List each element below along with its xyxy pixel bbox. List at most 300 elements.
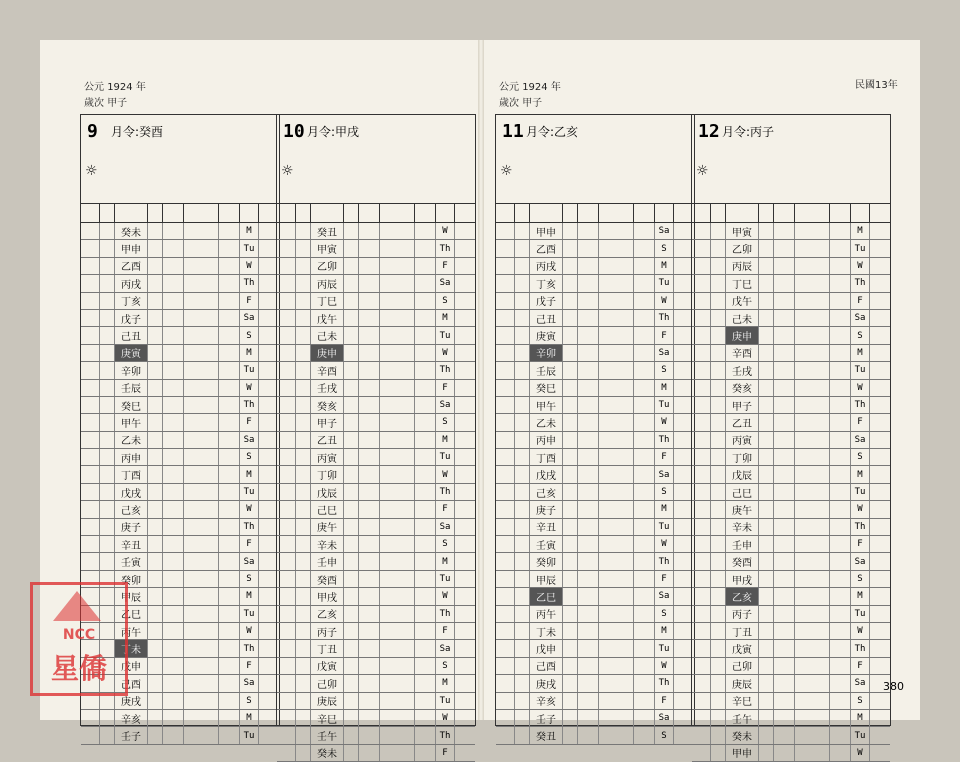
ganzhi-cell: 辛酉: [311, 362, 344, 378]
nine-star-cell: [344, 327, 359, 343]
moon-icon: [415, 397, 436, 413]
trigram-cell: [359, 223, 380, 239]
month-order: 月令:甲戌: [307, 125, 360, 139]
table-row: [277, 258, 475, 275]
lunar-day-cell: [100, 258, 115, 274]
ganzhi-cell: 丙申: [530, 432, 563, 448]
lunar-day-cell: [515, 501, 530, 517]
moon-icon: [219, 484, 240, 500]
mansion-cell: [380, 571, 415, 587]
mansion-cell: [795, 466, 830, 482]
moon-icon: [634, 658, 655, 674]
weekday-cell: S: [851, 571, 870, 587]
mansion-cell: [599, 693, 634, 709]
column-header-cell: [277, 204, 296, 222]
table-row: [277, 240, 475, 257]
nine-star-cell: [344, 310, 359, 326]
lunar-day-cell: [711, 240, 726, 256]
note-cell: [870, 449, 890, 465]
weekday-cell: Th: [240, 397, 259, 413]
weekday-cell: Th: [851, 275, 870, 291]
table-row: [496, 345, 694, 362]
note-cell: [870, 727, 890, 743]
mansion-cell: [599, 501, 634, 517]
weekday-cell: Th: [436, 727, 455, 743]
note-cell: [455, 310, 475, 326]
weekday-cell: M: [240, 223, 259, 239]
note-cell: [455, 293, 475, 309]
trigram-cell: [359, 327, 380, 343]
note-cell: [870, 501, 890, 517]
ganzhi-cell: 壬寅: [530, 536, 563, 552]
mansion-cell: [795, 275, 830, 291]
note-cell: [455, 588, 475, 604]
weekday-cell: Tu: [436, 327, 455, 343]
ganzhi-cell: 丙寅: [726, 432, 759, 448]
greg-date-cell: [692, 484, 711, 500]
mansion-cell: [380, 327, 415, 343]
note-cell: [455, 710, 475, 726]
note-cell: [870, 258, 890, 274]
weekday-cell: Th: [436, 606, 455, 622]
weekday-cell: W: [851, 501, 870, 517]
table-row: [277, 640, 475, 657]
mansion-cell: [380, 362, 415, 378]
mansion-cell: [599, 484, 634, 500]
weekday-cell: S: [655, 727, 674, 743]
trigram-cell: [163, 449, 184, 465]
weekday-cell: S: [436, 293, 455, 309]
table-row: [277, 432, 475, 449]
lunar-day-cell: [296, 258, 311, 274]
lunar-day-cell: [711, 258, 726, 274]
nine-star-cell: [563, 345, 578, 361]
trigram-cell: [774, 553, 795, 569]
column-header-cell: [599, 204, 634, 222]
greg-date-cell: [496, 623, 515, 639]
ganzhi-cell: 己亥: [530, 484, 563, 500]
nine-star-cell: [344, 675, 359, 691]
greg-date-cell: [692, 345, 711, 361]
lunar-day-cell: [711, 345, 726, 361]
moon-icon: [830, 223, 851, 239]
table-row: [277, 501, 475, 518]
column-header-cell: [184, 204, 219, 222]
lunar-day-cell: [296, 606, 311, 622]
trigram-cell: [359, 658, 380, 674]
lunar-day-cell: [100, 293, 115, 309]
lunar-day-cell: [711, 275, 726, 291]
nine-star-cell: [759, 501, 774, 517]
greg-date-cell: [692, 727, 711, 743]
nine-star-cell: [148, 223, 163, 239]
trigram-cell: [578, 258, 599, 274]
weekday-cell: Sa: [436, 640, 455, 656]
moon-icon: [415, 519, 436, 535]
weekday-cell: M: [240, 588, 259, 604]
year-line: 公元 1924 年: [499, 82, 561, 93]
ganzhi-cell: 壬寅: [115, 553, 148, 569]
mansion-cell: [184, 693, 219, 709]
nine-star-cell: [563, 675, 578, 691]
sun-icon: ☼: [696, 163, 709, 179]
weekday-cell: F: [240, 293, 259, 309]
moon-icon: [219, 501, 240, 517]
note-cell: [870, 293, 890, 309]
ganzhi-cell: 癸酉: [726, 553, 759, 569]
month-number: 9: [87, 121, 98, 142]
ganzhi-cell: 癸亥: [726, 380, 759, 396]
table-row: [277, 397, 475, 414]
moon-icon: [830, 397, 851, 413]
ganzhi-cell: 壬戌: [726, 362, 759, 378]
greg-date-cell: [81, 484, 100, 500]
moon-icon: [219, 380, 240, 396]
nine-star-cell: [148, 432, 163, 448]
nine-star-cell: [344, 484, 359, 500]
weekday-cell: Th: [436, 362, 455, 378]
moon-icon: [634, 432, 655, 448]
weekday-cell: Tu: [436, 693, 455, 709]
column-header-cell: [344, 204, 359, 222]
mansion-cell: [380, 484, 415, 500]
lunar-day-cell: [711, 380, 726, 396]
table-row: [692, 484, 890, 501]
triangle-logo-icon: [53, 591, 101, 621]
table-row: [496, 432, 694, 449]
weekday-cell: Tu: [240, 362, 259, 378]
table-row: [81, 501, 279, 518]
table-row: [81, 380, 279, 397]
mansion-cell: [380, 519, 415, 535]
lunar-day-cell: [296, 240, 311, 256]
nine-star-cell: [563, 710, 578, 726]
weekday-cell: Sa: [436, 519, 455, 535]
month-header: [692, 115, 890, 204]
note-cell: [455, 275, 475, 291]
mansion-cell: [184, 310, 219, 326]
ganzhi-cell: 己丑: [530, 310, 563, 326]
trigram-cell: [774, 258, 795, 274]
greg-date-cell: [277, 275, 296, 291]
ganzhi-cell: 甲申: [115, 240, 148, 256]
ganzhi-cell: 壬戌: [311, 380, 344, 396]
table-row: [277, 745, 475, 762]
nine-star-cell: [344, 623, 359, 639]
lunar-day-cell: [100, 553, 115, 569]
trigram-cell: [359, 380, 380, 396]
table-row: [81, 327, 279, 344]
mansion-cell: [599, 380, 634, 396]
table-row: [81, 553, 279, 570]
trigram-cell: [774, 362, 795, 378]
moon-icon: [634, 362, 655, 378]
trigram-cell: [578, 380, 599, 396]
table-row: [496, 501, 694, 518]
mansion-cell: [380, 675, 415, 691]
mansion-cell: [795, 310, 830, 326]
lunar-day-cell: [711, 466, 726, 482]
nine-star-cell: [563, 432, 578, 448]
moon-icon: [219, 536, 240, 552]
greg-date-cell: [277, 588, 296, 604]
weekday-cell: Sa: [240, 310, 259, 326]
ganzhi-cell: 丁卯: [726, 449, 759, 465]
sun-icon: ☼: [85, 163, 98, 179]
moon-icon: [219, 275, 240, 291]
greg-date-cell: [277, 310, 296, 326]
moon-icon: [830, 553, 851, 569]
trigram-cell: [578, 484, 599, 500]
ganzhi-cell: 戊子: [530, 293, 563, 309]
column-header-cell: [655, 204, 674, 222]
moon-icon: [415, 293, 436, 309]
ganzhi-cell: 甲寅: [726, 223, 759, 239]
moon-icon: [219, 327, 240, 343]
table-row: [496, 275, 694, 292]
mansion-cell: [795, 293, 830, 309]
ganzhi-cell: 壬申: [726, 536, 759, 552]
ganzhi-cell: 乙酉: [530, 240, 563, 256]
nine-star-cell: [759, 223, 774, 239]
moon-icon: [219, 310, 240, 326]
month-number: 11: [502, 121, 524, 142]
lunar-day-cell: [711, 745, 726, 761]
table-row: [692, 327, 890, 344]
lunar-day-cell: [296, 588, 311, 604]
nine-star-cell: [563, 466, 578, 482]
note-cell: [455, 223, 475, 239]
nine-star-cell: [148, 380, 163, 396]
table-row: [692, 693, 890, 710]
trigram-cell: [774, 240, 795, 256]
nine-star-cell: [759, 449, 774, 465]
lunar-day-cell: [711, 501, 726, 517]
sun-icon: ☼: [500, 163, 513, 179]
nine-star-cell: [148, 727, 163, 743]
nine-star-cell: [344, 240, 359, 256]
weekday-cell: Th: [240, 640, 259, 656]
mansion-cell: [795, 484, 830, 500]
table-row: [277, 606, 475, 623]
nine-star-cell: [344, 258, 359, 274]
lunar-day-cell: [515, 623, 530, 639]
column-header-cell: [795, 204, 830, 222]
table-row: [496, 240, 694, 257]
note-cell: [870, 240, 890, 256]
note-cell: [455, 745, 475, 761]
note-cell: [455, 658, 475, 674]
weekday-cell: Sa: [436, 397, 455, 413]
nine-star-cell: [344, 223, 359, 239]
ganzhi-cell: 丙午: [530, 606, 563, 622]
column-header-cell: [163, 204, 184, 222]
note-cell: [870, 484, 890, 500]
weekday-cell: F: [436, 501, 455, 517]
lunar-day-cell: [515, 345, 530, 361]
lunar-day-cell: [296, 623, 311, 639]
greg-date-cell: [496, 727, 515, 743]
nine-star-cell: [344, 519, 359, 535]
mansion-cell: [184, 362, 219, 378]
trigram-cell: [359, 519, 380, 535]
nine-star-cell: [344, 501, 359, 517]
mansion-cell: [184, 727, 219, 743]
mansion-cell: [599, 293, 634, 309]
greg-date-cell: [277, 240, 296, 256]
moon-icon: [830, 658, 851, 674]
column-header-cell: [81, 204, 100, 222]
lunar-day-cell: [711, 640, 726, 656]
nine-star-cell: [759, 693, 774, 709]
nine-star-cell: [344, 588, 359, 604]
lunar-day-cell: [711, 223, 726, 239]
note-cell: [455, 449, 475, 465]
weekday-cell: M: [436, 310, 455, 326]
moon-icon: [634, 223, 655, 239]
moon-icon: [415, 258, 436, 274]
column-header-cell: [870, 204, 890, 222]
weekday-cell: Tu: [436, 449, 455, 465]
trigram-cell: [774, 275, 795, 291]
trigram-cell: [359, 606, 380, 622]
nine-star-cell: [148, 327, 163, 343]
moon-icon: [219, 571, 240, 587]
weekday-cell: M: [655, 623, 674, 639]
mansion-cell: [599, 658, 634, 674]
mansion-cell: [380, 710, 415, 726]
greg-date-cell: [692, 640, 711, 656]
table-row: [277, 327, 475, 344]
weekday-cell: S: [240, 571, 259, 587]
greg-date-cell: [496, 606, 515, 622]
moon-icon: [415, 449, 436, 465]
column-header-cell: [311, 204, 344, 222]
table-row: [692, 640, 890, 657]
trigram-cell: [163, 536, 184, 552]
moon-icon: [634, 484, 655, 500]
nine-star-cell: [563, 693, 578, 709]
ganzhi-cell: 丁未: [115, 640, 148, 656]
ganzhi-cell: 丁酉: [115, 466, 148, 482]
table-row: [496, 327, 694, 344]
mansion-cell: [795, 380, 830, 396]
mansion-cell: [599, 519, 634, 535]
mansion-cell: [795, 240, 830, 256]
nine-star-cell: [344, 397, 359, 413]
moon-icon: [634, 553, 655, 569]
nine-star-cell: [563, 327, 578, 343]
trigram-cell: [163, 693, 184, 709]
trigram-cell: [359, 675, 380, 691]
table-row: [81, 345, 279, 362]
nine-star-cell: [344, 414, 359, 430]
note-cell: [455, 466, 475, 482]
trigram-cell: [774, 588, 795, 604]
column-header-cell: [759, 204, 774, 222]
table-row: [81, 449, 279, 466]
moon-icon: [219, 432, 240, 448]
moon-icon: [415, 310, 436, 326]
table-row: [496, 710, 694, 727]
nine-star-cell: [344, 362, 359, 378]
nine-star-cell: [148, 606, 163, 622]
lunar-day-cell: [515, 536, 530, 552]
lunar-day-cell: [515, 710, 530, 726]
weekday-cell: F: [240, 536, 259, 552]
greg-date-cell: [692, 275, 711, 291]
mansion-cell: [380, 293, 415, 309]
moon-icon: [634, 536, 655, 552]
ganzhi-cell: 甲子: [726, 397, 759, 413]
nine-star-cell: [563, 362, 578, 378]
lunar-day-cell: [100, 240, 115, 256]
table-row: [692, 240, 890, 257]
weekday-cell: S: [436, 658, 455, 674]
note-cell: [455, 414, 475, 430]
greg-date-cell: [81, 553, 100, 569]
ganzhi-cell: 己丑: [115, 327, 148, 343]
moon-icon: [219, 362, 240, 378]
table-row: [692, 380, 890, 397]
ganzhi-cell: 辛未: [311, 536, 344, 552]
moon-icon: [830, 380, 851, 396]
mansion-cell: [795, 553, 830, 569]
lunar-day-cell: [515, 606, 530, 622]
mansion-cell: [599, 571, 634, 587]
greg-date-cell: [277, 293, 296, 309]
book-gutter: [478, 40, 484, 720]
lunar-day-cell: [100, 397, 115, 413]
mansion-cell: [599, 327, 634, 343]
nine-star-cell: [344, 640, 359, 656]
lunar-day-cell: [711, 449, 726, 465]
trigram-cell: [163, 675, 184, 691]
greg-date-cell: [277, 710, 296, 726]
mansion-cell: [380, 345, 415, 361]
note-cell: [870, 345, 890, 361]
trigram-cell: [163, 466, 184, 482]
table-row: [692, 449, 890, 466]
greg-date-cell: [496, 588, 515, 604]
greg-date-cell: [692, 362, 711, 378]
greg-date-cell: [496, 310, 515, 326]
note-cell: [455, 553, 475, 569]
mansion-cell: [184, 484, 219, 500]
mansion-cell: [795, 745, 830, 761]
table-row: [692, 727, 890, 744]
mansion-cell: [795, 362, 830, 378]
mansion-cell: [795, 571, 830, 587]
table-row: [692, 293, 890, 310]
table-row: [81, 293, 279, 310]
month-number: 10: [283, 121, 305, 142]
greg-date-cell: [692, 223, 711, 239]
column-header-cell: [219, 204, 240, 222]
nine-star-cell: [344, 727, 359, 743]
table-row: [692, 606, 890, 623]
ganzhi-cell: 辛卯: [115, 362, 148, 378]
mansion-cell: [795, 693, 830, 709]
weekday-cell: Tu: [655, 519, 674, 535]
weekday-cell: Sa: [851, 675, 870, 691]
weekday-cell: M: [851, 710, 870, 726]
weekday-cell: Tu: [655, 640, 674, 656]
mansion-cell: [380, 275, 415, 291]
mansion-cell: [184, 553, 219, 569]
nine-star-cell: [148, 693, 163, 709]
page-label: 民國13年: [855, 80, 898, 91]
